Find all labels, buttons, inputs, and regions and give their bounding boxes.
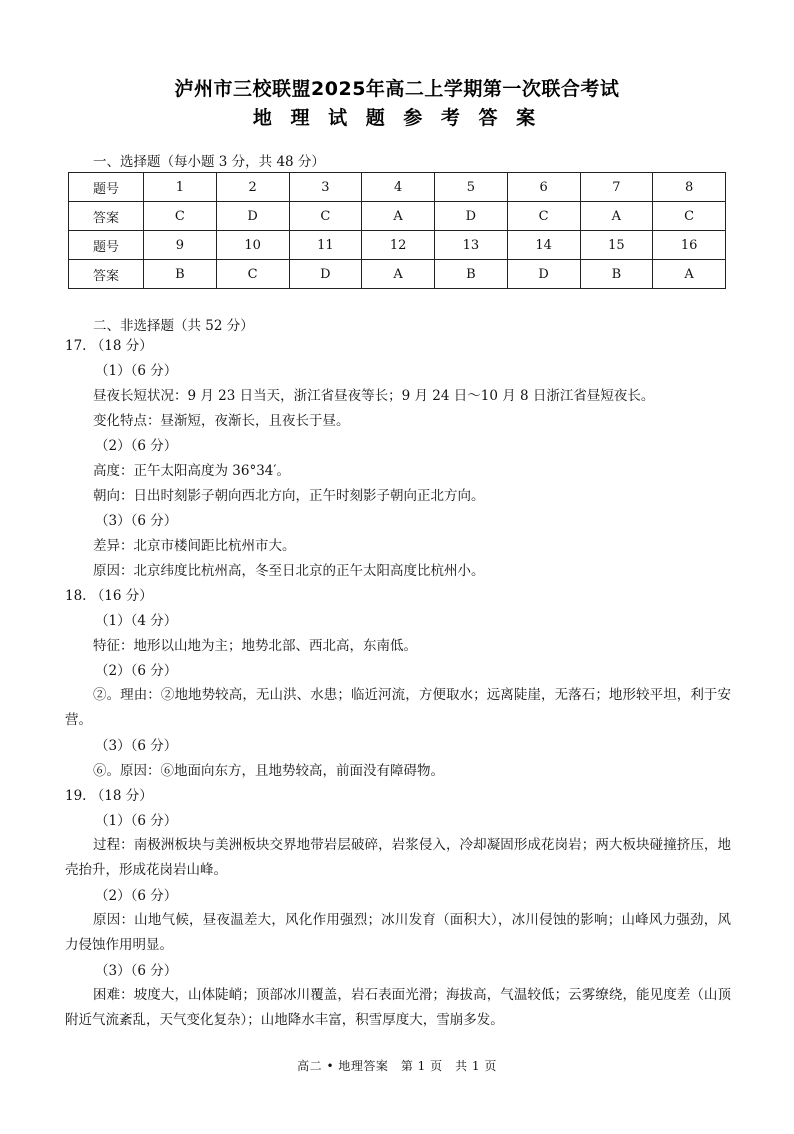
answer-cell: C bbox=[216, 260, 289, 289]
question-number: 14 bbox=[507, 231, 580, 260]
q18-part2-label: （2）（6 分） bbox=[95, 663, 178, 679]
section2-heading: 二、非选择题（共 52 分） bbox=[93, 318, 254, 334]
table-row bbox=[69, 173, 726, 202]
q17-part3-answer: 原因：北京纬度比杭州高，冬至日北京的正午太阳高度比杭州小。 bbox=[93, 563, 485, 579]
q19-part3-label: （3）（6 分） bbox=[95, 963, 178, 979]
answer-cell: C bbox=[144, 202, 217, 231]
section1-heading: 一、选择题（每小题 3 分，共 48 分） bbox=[93, 154, 325, 170]
q17-part2-label: （2）（6 分） bbox=[95, 438, 178, 454]
q17-part2-answer: 高度：正午太阳高度为 36°34′。 bbox=[93, 463, 290, 479]
question-number: 12 bbox=[362, 231, 435, 260]
answer-table bbox=[68, 172, 726, 289]
q18-part1-answer: 特征：地形以山地为主；地势北部、西北高，东南低。 bbox=[93, 638, 417, 654]
question-number: 11 bbox=[289, 231, 362, 260]
question-number: 13 bbox=[435, 231, 508, 260]
row-label: 题号 bbox=[69, 173, 144, 202]
q18-part3-answer: ⑥。原因：⑥地面向东方，且地势较高，前面没有障碍物。 bbox=[93, 763, 444, 779]
question-number: 15 bbox=[580, 231, 653, 260]
row-label: 题号 bbox=[69, 231, 144, 260]
q17-part2-answer: 朝向：日出时刻影子朝向西北方向，正午时刻影子朝向正北方向。 bbox=[93, 488, 485, 504]
q17-part1-answer: 昼夜长短状况：9 月 23 日当天，浙江省昼夜等长；9 月 24 日～10 月 8 日浙江省昼短夜长。 bbox=[93, 388, 655, 404]
q19-part2-answer: 原因：山地气候，昼夜温差大，风化作用强烈；冰川发育（面积大），冰川侵蚀的影响；山峰风力强劲，风力侵蚀作用明显。 bbox=[65, 912, 731, 953]
answer-cell: B bbox=[144, 260, 217, 289]
table-row bbox=[69, 202, 726, 231]
question-number: 5 bbox=[435, 173, 508, 202]
question-number: 9 bbox=[144, 231, 217, 260]
answer-cell: A bbox=[362, 202, 435, 231]
q19-label: 19. （18 分） bbox=[65, 788, 153, 804]
question-number: 1 bbox=[144, 173, 217, 202]
question-number: 16 bbox=[653, 231, 726, 260]
question-number: 2 bbox=[216, 173, 289, 202]
q18-part2-answer: ②。理由：②地地势较高，无山洪、水患；临近河流，方便取水；远离陡崖，无落石；地形较平坦，利于安营。 bbox=[65, 687, 731, 728]
page-subtitle: 地 理 试 题 参 考 答 案 bbox=[252, 107, 542, 129]
answer-cell: D bbox=[507, 260, 580, 289]
question-number: 3 bbox=[289, 173, 362, 202]
q19-part1-label: （1）（6 分） bbox=[95, 813, 178, 829]
answer-cell: A bbox=[362, 260, 435, 289]
page-title: 泸州市三校联盟2025年高二上学期第一次联合考试 bbox=[174, 78, 620, 100]
table-row bbox=[69, 231, 726, 260]
q19-part1-answer: 过程：南极洲板块与美洲板块交界地带岩层破碎，岩浆侵入，冷却凝固形成花岗岩；两大板块碰撞挤压，地壳抬升，形成花岗岩山峰。 bbox=[65, 837, 731, 878]
q17-part3-answer: 差异：北京市楼间距比杭州市大。 bbox=[93, 538, 296, 554]
answer-cell: A bbox=[653, 260, 726, 289]
answer-cell: D bbox=[289, 260, 362, 289]
q17-part1-label: （1）（6 分） bbox=[95, 363, 178, 379]
question-number: 4 bbox=[362, 173, 435, 202]
question-number: 7 bbox=[580, 173, 653, 202]
answer-cell: B bbox=[435, 260, 508, 289]
table-row bbox=[69, 260, 726, 289]
question-number: 8 bbox=[653, 173, 726, 202]
q17-part1-answer: 变化特点：昼渐短，夜渐长，且夜长于昼。 bbox=[93, 413, 350, 429]
q19-part3-answer: 困难：坡度大，山体陡峭；顶部冰川覆盖，岩石表面光滑；海拔高，气温较低；云雾缭绕，能见度差（山顶附近气流紊乱，天气变化复杂）；山地降水丰富，积雪厚度大，雪崩多发。 bbox=[65, 987, 731, 1028]
question-number: 6 bbox=[507, 173, 580, 202]
answer-cell: C bbox=[289, 202, 362, 231]
answer-cell: B bbox=[580, 260, 653, 289]
q17-label: 17. （18 分） bbox=[65, 338, 153, 354]
answer-cell: D bbox=[216, 202, 289, 231]
q19-part2-label: （2）（6 分） bbox=[95, 888, 178, 904]
q18-part3-label: （3）（6 分） bbox=[95, 738, 178, 754]
answer-cell: C bbox=[653, 202, 726, 231]
q18-part1-label: （1）（4 分） bbox=[95, 613, 178, 629]
answer-cell: A bbox=[580, 202, 653, 231]
answer-cell: C bbox=[507, 202, 580, 231]
row-label: 答案 bbox=[69, 260, 144, 289]
row-label: 答案 bbox=[69, 202, 144, 231]
question-number: 10 bbox=[216, 231, 289, 260]
page-footer: 高二 • 地理答案 第 1 页 共 1 页 bbox=[297, 1059, 497, 1073]
answer-cell: D bbox=[435, 202, 508, 231]
q18-label: 18. （16 分） bbox=[65, 588, 153, 604]
q17-part3-label: （3）（6 分） bbox=[95, 513, 178, 529]
